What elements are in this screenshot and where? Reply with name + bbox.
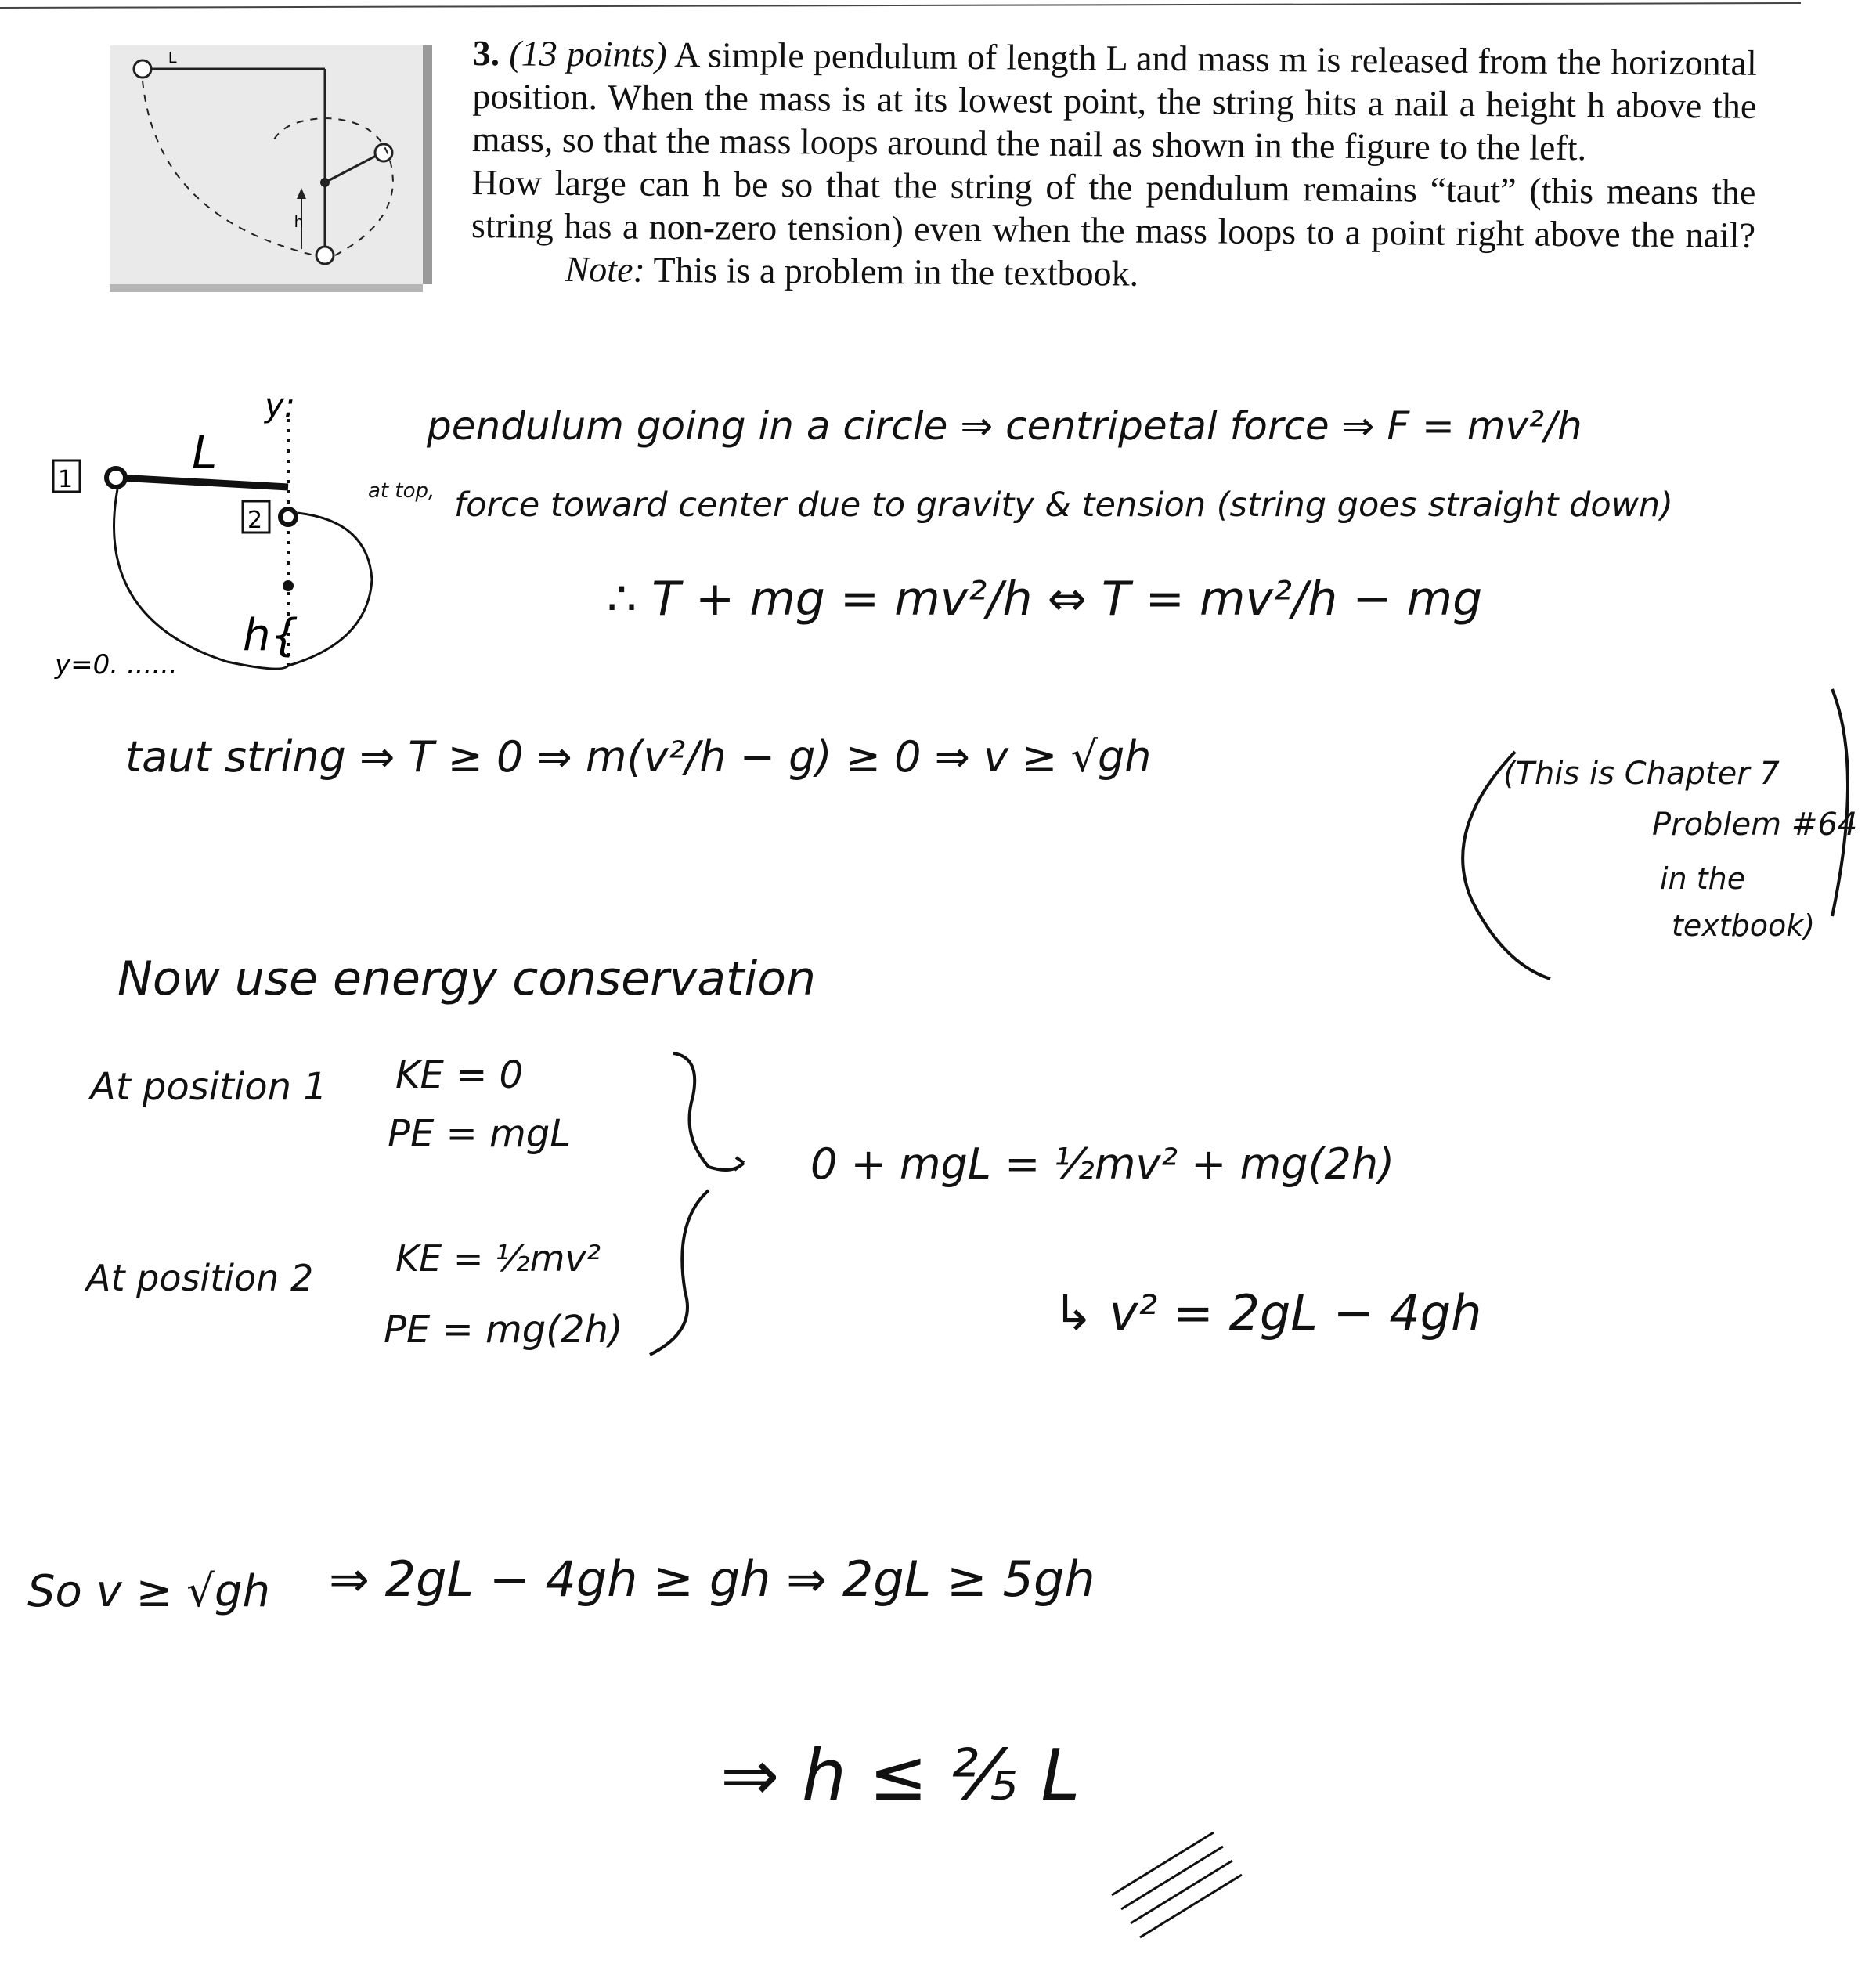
v-squared-equation: ↳ v² = 2gL − 4gh: [1053, 1284, 1482, 1341]
pos2-label: At position 2: [86, 1257, 314, 1299]
side-note-bracket-right: [1832, 689, 1848, 916]
solution-line-1: pendulum going in a circle ⇒ centripetal force ⇒ F = mv²/h: [427, 403, 1582, 449]
energy-brace-arrow: [734, 1157, 744, 1170]
final-answer: ⇒ h ≤ ⅖ L: [720, 1735, 1081, 1817]
problem-text-a: A simple pendulum of length L and mass m is released from the horizontal position. When the mass is at its lowest point, the string hits a nail a height h above the mass, so that the mass loops around the nail as shown in the figure to the left.: [471, 34, 1757, 168]
solution-line-2-prefix: at top,: [368, 479, 435, 503]
pos1-label: At position 1: [90, 1065, 327, 1109]
sketch-label-L: L: [192, 426, 218, 479]
solution-line-2: force toward center due to gravity & tension (string goes straight down): [454, 486, 1673, 525]
problem-text-b: How large can h be so that the string of the pendulum remains “taut” (this means the string has a non-zero tension) even when the mass loops to a point right above the nail?: [471, 161, 1756, 255]
so-line-b: ⇒ 2gL − 4gh ≥ gh ⇒ 2gL ≥ 5gh: [329, 1551, 1095, 1608]
side-note-line-2: Problem #64: [1652, 807, 1858, 843]
solution-line-4: taut string ⇒ T ≥ 0 ⇒ m(v²/h − g) ≥ 0 ⇒ v ≥ √gh: [125, 732, 1152, 782]
pos1-ke: KE = 0: [395, 1053, 524, 1097]
figure-label-L: L: [168, 49, 178, 67]
sketch-mass-2: [280, 509, 296, 525]
final-hatch-1: [1112, 1832, 1214, 1895]
energy-brace-top: [673, 1053, 744, 1170]
energy-heading: Now use energy conservation: [117, 951, 816, 1006]
sketch-pos2: 2: [247, 507, 263, 534]
pos1-pe: PE = mgL: [388, 1112, 571, 1156]
sketch-nail: [283, 580, 294, 591]
problem-number: 3.: [472, 32, 500, 74]
sketch-mass-1: [106, 468, 125, 487]
final-hatch-4: [1140, 1875, 1242, 1937]
solution-line-3: ∴ T + mg = mv²/h ⇔ T = mv²/h − mg: [607, 572, 1483, 626]
pos2-pe: PE = mg(2h): [384, 1308, 623, 1352]
note-text: This is a problem in the textbook.: [653, 249, 1139, 294]
energy-brace-bottom: [650, 1190, 709, 1355]
side-note-line-1: (This is Chapter 7: [1503, 756, 1780, 792]
figure-label-h: h: [294, 214, 304, 231]
final-hatch-2: [1121, 1847, 1223, 1909]
final-hatch-3: [1131, 1861, 1232, 1923]
sketch-pos1: 1: [58, 466, 74, 493]
side-note-line-4: textbook): [1672, 908, 1816, 943]
energy-equation: 0 + mgL = ½mv² + mg(2h): [810, 1139, 1395, 1189]
sketch-axis-label: y:: [265, 386, 296, 424]
pos2-ke: KE = ½mv²: [395, 1237, 601, 1280]
side-note-line-3: in the: [1660, 861, 1746, 896]
so-line-a: So v ≥ √gh: [27, 1566, 270, 1617]
sketch-ground-label: y=0. ......: [55, 649, 178, 681]
note-label: Note:: [565, 248, 646, 290]
sketch-label-h: h{: [243, 610, 299, 661]
problem-points: (13 points): [509, 33, 667, 74]
